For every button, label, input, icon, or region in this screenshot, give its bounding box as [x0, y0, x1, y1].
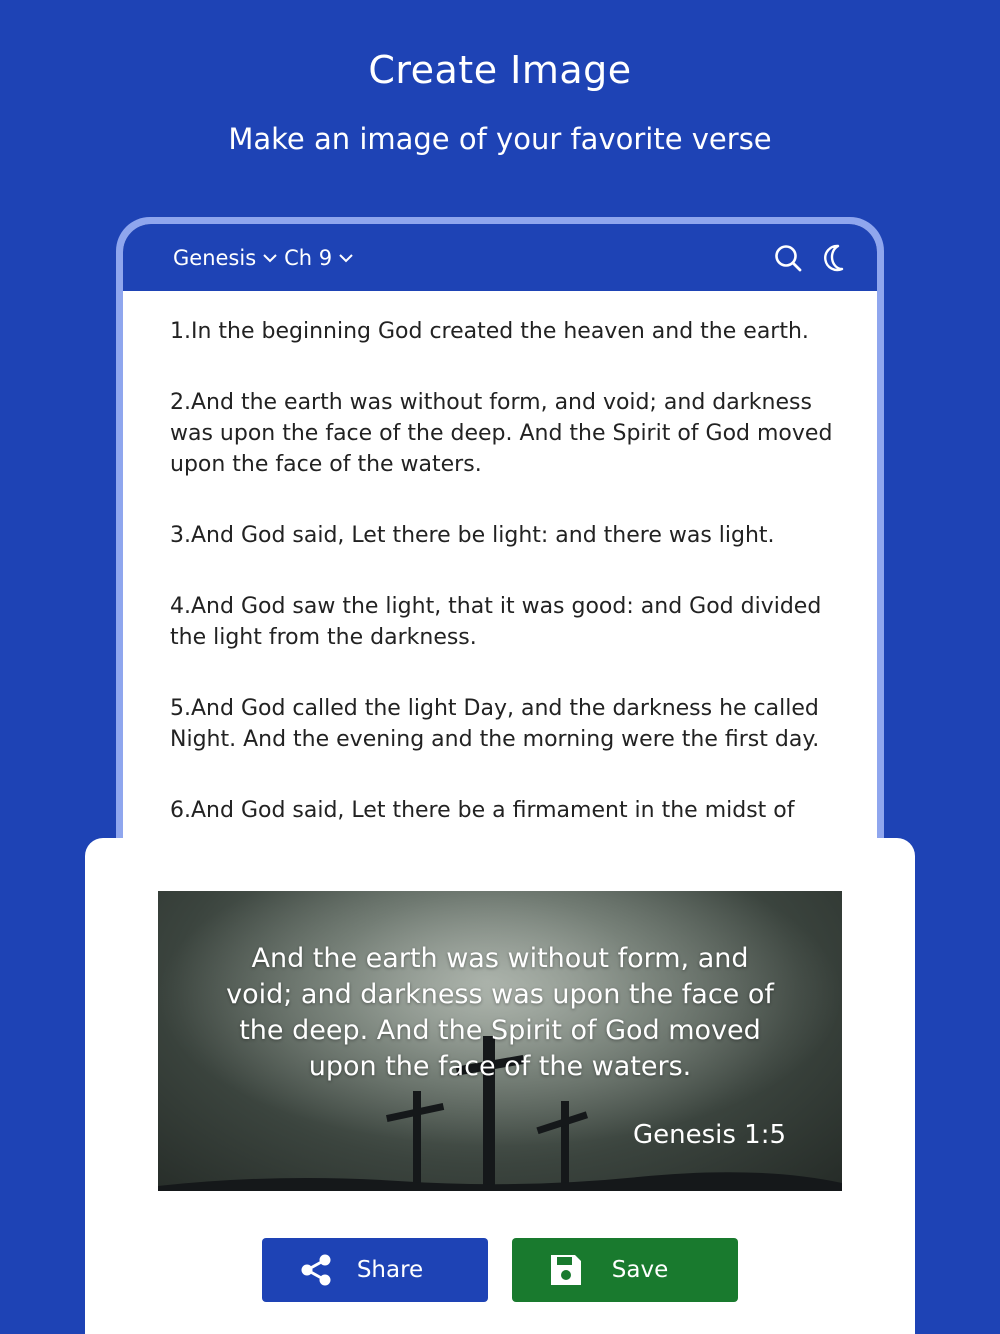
verse-image-preview	[158, 891, 842, 1191]
chapter-dropdown-label[interactable]: Ch 9	[284, 246, 333, 270]
verse-item[interactable]: 5.And God called the light Day, and the darkness he called Night. And the evening and the morning were the first day.	[170, 696, 820, 752]
chevron-down-icon[interactable]	[262, 250, 278, 266]
verse-item[interactable]: 4.And God saw the light, that it was good: and God divided the light from the darkness.	[170, 594, 822, 650]
verse-quote-text: And the earth was without form, and void; and darkness was upon the face of the deep. And the Spirit of God moved upon the face of the waters.	[226, 943, 774, 1082]
phone-screen	[123, 224, 877, 914]
verse-item[interactable]: 6.And God said, Let there be a firmament in the midst of	[170, 798, 795, 823]
book-dropdown-label[interactable]: Genesis	[173, 246, 257, 270]
chevron-down-icon[interactable]	[338, 250, 354, 266]
moon-icon[interactable]	[818, 243, 848, 273]
search-icon[interactable]	[773, 243, 803, 273]
share-button[interactable]	[262, 1238, 488, 1302]
save-button[interactable]	[512, 1238, 738, 1302]
book-chapter-selector	[173, 246, 354, 270]
verse-list	[170, 316, 840, 841]
hero-subtitle: Make an image of your favorite verse	[228, 122, 772, 156]
verse-reference: Genesis 1:5	[632, 1120, 786, 1150]
phone-frame	[116, 217, 884, 917]
save-button-label: Save	[611, 1257, 669, 1283]
verse-item[interactable]: 2.And the earth was without form, and void; and darkness was upon the face of the deep. And the Spirit of God moved upon the face of the waters.	[170, 390, 833, 477]
verse-item[interactable]: 1.In the beginning God created the heaven and the earth.	[170, 319, 809, 344]
share-button-label: Share	[356, 1257, 424, 1283]
hero-title: Create Image	[368, 48, 632, 92]
image-preview-card	[85, 838, 915, 1334]
verse-item[interactable]: 3.And God said, Let there be light: and there was light.	[170, 523, 775, 548]
app-header	[123, 224, 877, 291]
